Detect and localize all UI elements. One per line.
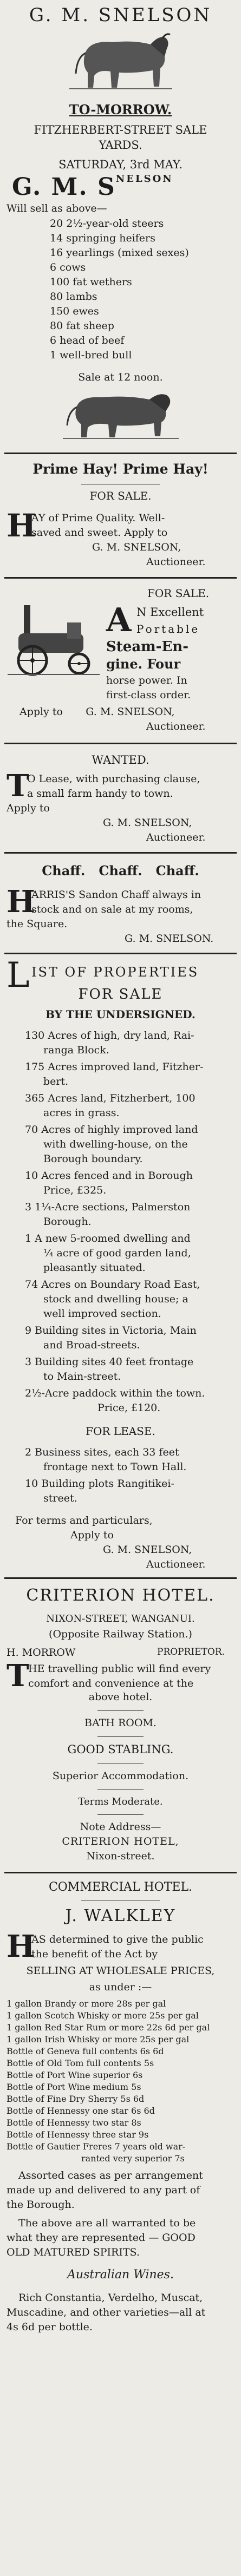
engine-dropcap: A	[106, 601, 132, 639]
wanted-dropcap: T	[6, 768, 29, 804]
chaff-line-4: G. M. SNELSON.	[125, 933, 214, 945]
engine-line-3: Steam-En-	[106, 639, 188, 655]
terms-line-4: Auctioneer.	[146, 1558, 206, 1570]
list-item: 10 Building plots Rangitikei-	[25, 1478, 174, 1490]
list-item: 1 gallon Scotch Whisky or more 25s per gal	[6, 2010, 199, 2021]
engine-line-4: gine. Four	[106, 656, 181, 672]
wines-line-2: Muscadine, and other varieties—all at	[6, 2306, 206, 2318]
auctioneer-name-large	[12, 173, 173, 201]
engine-for-sale: FOR SALE.	[147, 587, 210, 600]
tomorrow-heading: TO-MORROW.	[69, 102, 172, 117]
list-item: 175 Acres improved land, Fitzher-	[25, 1061, 204, 1073]
wanted-line-3: Apply to	[6, 802, 50, 814]
list-item: acres in grass.	[43, 1107, 120, 1119]
commercial-intro-2: the benefit of the Act by	[31, 1948, 158, 1960]
wines-line-1: Rich Constantia, Verdelho, Muscat,	[18, 2292, 203, 2304]
hay-heading: Prime Hay! Prime Hay!	[32, 461, 209, 477]
list-item: Bottle of Hennessy one star 6s 6d	[6, 2106, 155, 2116]
criterion-note-2: CRITERION HOTEL,	[62, 1836, 179, 1847]
chaff-dropcap: H	[6, 884, 35, 920]
divider	[97, 1710, 144, 1711]
engine-line-7: Apply to G. M. SNELSON,	[19, 706, 175, 718]
criterion-dropcap: T	[6, 1658, 29, 1694]
criterion-terms: Terms Moderate.	[78, 1796, 163, 1807]
sale-time: Sale at 12 noon.	[78, 371, 163, 383]
criterion-address: NIXON-STREET, WANGANUI.	[46, 1613, 195, 1624]
list-item: stock and dwelling house; a	[43, 1293, 188, 1305]
commercial-intro-1: AS determined to give the public	[31, 1933, 204, 1945]
terms-line-2: Apply to	[70, 1529, 114, 1541]
list-item: Bottle of Old Tom full contents 5s	[6, 2058, 154, 2068]
list-item: frontage next to Town Hall.	[43, 1461, 187, 1473]
divider	[4, 453, 237, 454]
will-sell-line: Will sell as above—	[6, 202, 107, 214]
properties-for-sale: FOR SALE	[78, 986, 163, 1002]
wanted-line-4: G. M. SNELSON,	[103, 817, 192, 829]
commercial-title: COMMERCIAL HOTEL.	[48, 1880, 193, 1894]
list-item: Bottle of Port Wine medium 5s	[6, 2082, 141, 2092]
criterion-note-3: Nixon-street.	[86, 1850, 155, 1862]
list-item: Borough.	[43, 1216, 92, 1228]
list-item: 2 Business sites, each 33 feet	[25, 1446, 179, 1458]
list-item: street.	[43, 1492, 77, 1504]
criterion-intro-1: HE travelling public will find every	[28, 1663, 211, 1675]
bull-illustration	[69, 30, 172, 94]
hay-dropcap: H	[6, 507, 36, 544]
list-item: 80 fat sheep	[50, 320, 114, 332]
list-item: 150 ewes	[50, 305, 99, 317]
properties-by: BY THE UNDERSIGNED.	[45, 1008, 196, 1021]
list-item: 3 Building sites 40 feet frontage	[25, 1356, 194, 1368]
list-item: Bottle of Fine Dry Sherry 5s 6d	[6, 2094, 145, 2104]
divider	[4, 577, 237, 579]
assorted-line-2: made up and delivered to any part of	[6, 2184, 200, 2196]
list-item: Bottle of Port Wine superior 6s	[6, 2070, 143, 2080]
terms-line-3: G. M. SNELSON,	[103, 1544, 192, 1556]
list-item: 3 1¼-Acre sections, Palmerston	[25, 1201, 191, 1213]
list-item: 365 Acres land, Fitzherbert, 100	[25, 1092, 196, 1104]
list-item: 6 head of beef	[50, 335, 125, 346]
list-item: 130 Acres of high, dry land, Rai-	[25, 1030, 194, 1041]
venue-line-1: FITZHERBERT-STREET SALE	[34, 123, 207, 136]
name-rest: NELSON	[115, 173, 173, 185]
commercial-as-under: as under :—	[89, 1981, 152, 1993]
hay-line-1: AY of Prime Quality. Well-	[31, 512, 165, 524]
engine-line-5: horse power. In	[106, 674, 187, 686]
divider	[4, 852, 237, 854]
name-initials: G. M. S	[12, 173, 116, 201]
criterion-intro-3: above hotel.	[88, 1691, 153, 1703]
list-item: 1 gallon Irish Whisky or more 25s per gal	[6, 2034, 190, 2044]
terms-line-1: For terms and particulars,	[15, 1515, 153, 1526]
divider	[4, 1577, 237, 1579]
list-item: and Broad-streets.	[43, 1339, 140, 1351]
list-item: Bottle of Hennessy three star 9s	[6, 2129, 149, 2140]
divider	[97, 1814, 144, 1815]
list-item: 80 lambs	[50, 291, 97, 303]
snelson-header: G. M. SNELSON	[29, 4, 212, 26]
warranted-line-2: what they are represented — GOOD	[6, 2232, 196, 2244]
proprietor-name: H. MORROW	[6, 1647, 76, 1659]
chaff-heading: Chaff. Chaff. Chaff.	[42, 863, 199, 879]
properties-title: IST OF PROPERTIES	[31, 965, 199, 980]
list-item: Bottle of Geneva full contents 6s 6d	[6, 2046, 164, 2056]
list-item: 6 cows	[50, 261, 86, 273]
warranted-line-1: The above are all warranted to be	[18, 2217, 196, 2229]
criterion-note-1: Note Address—	[80, 1821, 161, 1833]
commercial-selling: SELLING AT WHOLESALE PRICES,	[26, 1965, 215, 1977]
divider	[4, 743, 237, 744]
wanted-line-5: Auctioneer.	[146, 831, 206, 843]
wines-heading: Australian Wines.	[67, 2268, 174, 2282]
cattle-illustration	[63, 390, 179, 442]
list-item: 74 Acres on Boundary Road East,	[25, 1279, 200, 1290]
wanted-line-2: a small farm handy to town.	[27, 788, 173, 799]
list-item: bert.	[43, 1076, 69, 1087]
list-item: ranted very superior 7s	[81, 2153, 185, 2164]
assorted-line-1: Assorted cases as per arrangement	[18, 2169, 203, 2181]
engine-line-6: first-class order.	[106, 689, 191, 701]
sale-date: SATURDAY, 3rd MAY.	[58, 158, 183, 171]
list-item: 70 Acres of highly improved land	[25, 1124, 198, 1136]
criterion-bath: BATH ROOM.	[84, 1717, 157, 1729]
list-item: Bottle of Gautier Freres 7 years old war-	[6, 2141, 186, 2152]
engine-line-8: Auctioneer.	[146, 720, 206, 732]
list-item: ¼ acre of good garden land,	[43, 1247, 191, 1259]
divider	[97, 1736, 144, 1737]
list-item: 9 Building sites in Victoria, Main	[25, 1325, 197, 1336]
engine-line-1: N Excellent	[136, 606, 204, 619]
list-item: 10 Acres fenced and in Borough	[25, 1170, 193, 1182]
divider	[4, 1872, 237, 1873]
assorted-line-3: the Borough.	[6, 2199, 75, 2211]
wines-line-3: 4s 6d per bottle.	[6, 2321, 93, 2333]
list-item: Bottle of Hennessy two star 8s	[6, 2118, 141, 2128]
criterion-intro-2: comfort and convenience at the	[28, 1677, 194, 1689]
criterion-accommodation: Superior Accommodation.	[52, 1770, 189, 1782]
list-item: 1 A new 5-roomed dwelling and	[25, 1233, 191, 1244]
list-item: 2½-Acre paddock within the town.	[25, 1387, 205, 1399]
venue-line-2: YARDS.	[99, 139, 142, 152]
chaff-line-2: stock and on sale at my rooms,	[31, 903, 193, 915]
hay-line-4: Auctioneer.	[146, 556, 206, 568]
properties-dropcap: L	[6, 955, 30, 995]
wanted-line-1: O Lease, with purchasing clause,	[27, 773, 200, 785]
chaff-line-3: the Square.	[6, 918, 68, 930]
list-item: 100 fat wethers	[50, 276, 132, 288]
list-item: well improved section.	[43, 1308, 161, 1320]
list-item: 1 gallon Red Star Rum or more 22s 6d per gal	[6, 2022, 210, 2033]
warranted-line-3: OLD MATURED SPIRITS.	[6, 2246, 140, 2258]
list-item: Price, £120.	[97, 1402, 161, 1414]
lease-heading: FOR LEASE.	[86, 1425, 155, 1438]
commercial-dropcap: H	[6, 1929, 35, 1964]
list-item: 14 springing heifers	[50, 232, 155, 244]
criterion-title: CRITERION HOTEL.	[26, 1586, 215, 1605]
list-item: ranga Block.	[43, 1044, 109, 1056]
list-item: Borough boundary.	[43, 1153, 143, 1165]
divider	[4, 953, 237, 954]
list-item: 1 gallon Brandy or more 28s per gal	[6, 1998, 166, 2009]
list-item: with dwelling-house, on the	[43, 1138, 188, 1150]
list-item: 16 yearlings (mixed sexes)	[50, 247, 189, 259]
list-item: to Main-street.	[43, 1371, 121, 1382]
hay-for-sale: FOR SALE.	[89, 489, 152, 502]
list-item: 20 2½-year-old steers	[50, 218, 164, 230]
criterion-opposite: (Opposite Railway Station.)	[49, 1628, 192, 1640]
list-item: Price, £325.	[43, 1184, 107, 1196]
commercial-name: J. WALKLEY	[65, 1906, 176, 1925]
hay-line-2: saved and sweet. Apply to	[31, 527, 168, 539]
chaff-line-1: ARRIS'S Sandon Chaff always in	[31, 889, 201, 901]
engine-line-2: Portable	[136, 622, 200, 635]
criterion-stabling: GOOD STABLING.	[67, 1743, 174, 1756]
steam-engine-illustration	[8, 601, 100, 677]
hay-line-3: G. M. SNELSON,	[92, 541, 181, 553]
wanted-heading: WANTED.	[92, 753, 149, 766]
list-item: 1 well-bred bull	[50, 349, 132, 361]
proprietor-title: PROPRIETOR.	[157, 1647, 225, 1657]
list-item: pleasantly situated.	[43, 1262, 146, 1274]
